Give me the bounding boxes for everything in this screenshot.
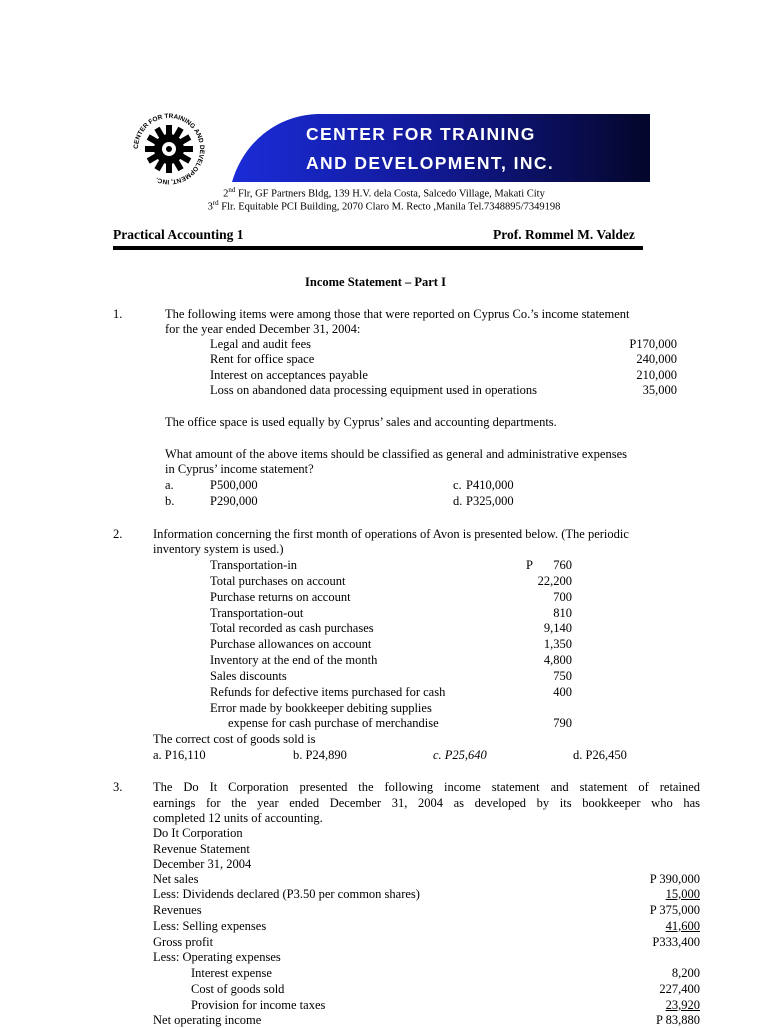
q1-choice-letter: d. xyxy=(453,494,463,508)
q2-item-label: expense for cash purchase of merchandise xyxy=(228,716,439,730)
q1-choice-text: P290,000 xyxy=(210,494,258,508)
q3-line-label: Revenues xyxy=(153,903,202,917)
q2-item-label: Transportation-out xyxy=(210,606,304,620)
q1-item-label: Legal and audit fees xyxy=(210,337,311,351)
q3-line-value: 227,400 xyxy=(659,982,700,996)
q1-choice-letter: b. xyxy=(165,494,175,508)
q3-line-label: Cost of goods sold xyxy=(191,982,285,996)
q1-item-value: 240,000 xyxy=(636,352,677,366)
q2-item-value: 4,800 xyxy=(543,653,572,667)
q3-line-label: Less: Operating expenses xyxy=(153,950,281,964)
q1-item-value: 35,000 xyxy=(642,383,677,397)
address-line-2: 3rd Flr. Equitable PCI Building, 2070 Claro M. Recto ,Manila Tel.7348895/7349198 xyxy=(207,199,561,213)
q3-line-label: Gross profit xyxy=(153,935,214,949)
q2-item-label: Transportation-in xyxy=(210,558,298,572)
q2-choice: c. P25,640 xyxy=(433,748,487,762)
q2-item-value: 22,200 xyxy=(537,574,572,588)
q2-item-value: 1,350 xyxy=(543,637,572,651)
q1-item-label: Loss on abandoned data processing equipment used in operations xyxy=(210,383,538,397)
q1-number: 1. xyxy=(113,307,123,321)
q1-item-label: Rent for office space xyxy=(210,352,315,366)
banner-line-1: CENTER FOR TRAINING xyxy=(306,124,536,144)
q2-item-value: 810 xyxy=(553,606,572,620)
q2-item-value: 750 xyxy=(553,669,572,683)
q3-line-value: P 390,000 xyxy=(649,872,700,886)
banner-title xyxy=(306,120,554,178)
q2-number: 2. xyxy=(113,527,123,541)
q2-item-value: 9,140 xyxy=(543,621,572,635)
course-name: Practical Accounting 1 xyxy=(113,227,244,242)
q3-line-value: 23,920 xyxy=(665,998,700,1012)
q2-intro-2: inventory system is used.) xyxy=(153,542,284,556)
header-divider xyxy=(113,246,643,250)
q1-intro-1: The following items were among those that were reported on Cyprus Co.’s income statement xyxy=(165,307,630,321)
q2-item-value: 700 xyxy=(553,590,572,604)
q2-item-label: Refunds for defective items purchased for cash xyxy=(210,685,446,699)
q1-question-2: in Cyprus’ income statement? xyxy=(165,462,314,476)
q3-line-value: P333,400 xyxy=(652,935,700,949)
q2-item-value: 400 xyxy=(553,685,572,699)
q1-choice-letter: c. xyxy=(453,478,462,492)
q3-line-value: 41,600 xyxy=(665,919,700,933)
q3-intro-2: earnings for the year ended December 31, 2004 as developed by its bookkeeper who has xyxy=(153,796,700,810)
q1-item-value: P170,000 xyxy=(629,337,677,351)
q2-choice: b. P24,890 xyxy=(293,748,347,762)
q3-line-label: Provision for income taxes xyxy=(191,998,326,1012)
q2-item-label: Inventory at the end of the month xyxy=(210,653,378,667)
q1-intro-2: for the year ended December 31, 2004: xyxy=(165,322,361,336)
q1-choice-text: P500,000 xyxy=(210,478,258,492)
professor-name: Prof. Rommel M. Valdez xyxy=(493,227,635,242)
logo-ring-text: CENTER FOR TRAINING AND DEVELOPMENT, INC. xyxy=(132,112,206,186)
q1-choice-text: P410,000 xyxy=(466,478,514,492)
q3-company: Do It Corporation xyxy=(153,826,243,840)
q1-question-1: What amount of the above items should be classified as general and administrative expenses xyxy=(165,447,628,461)
q3-line-label: Less: Dividends declared (P3.50 per common shares) xyxy=(153,887,420,901)
q1-choice-letter: a. xyxy=(165,478,174,492)
q2-item-label: Purchase allowances on account xyxy=(210,637,372,651)
q2-choice: d. P26,450 xyxy=(573,748,627,762)
q3-line-label: Less: Selling expenses xyxy=(153,919,267,933)
q3-number: 3. xyxy=(113,780,123,794)
q3-line-value: P 83,880 xyxy=(656,1013,700,1027)
q1-choice-text: P325,000 xyxy=(466,494,514,508)
q2-choice: a. P16,110 xyxy=(153,748,206,762)
page-title: Income Statement – Part I xyxy=(305,275,446,289)
q3-intro-1: The Do It Corporation presented the following income statement and statement of retained xyxy=(153,780,700,794)
q2-intro-1: Information concerning the first month of operations of Avon is presented below. (The periodic xyxy=(153,527,629,541)
q2-currency-symbol: P xyxy=(526,558,533,572)
banner-line-2: AND DEVELOPMENT, INC. xyxy=(306,153,555,173)
q2-item-value: 760 xyxy=(553,558,572,572)
address-line-1: 2nd Flr, GF Partners Bldg, 139 H.V. dela Costa, Salcedo Village, Makati City xyxy=(223,186,545,200)
q3-line-value: 15,000 xyxy=(665,887,700,901)
q2-item-label: Sales discounts xyxy=(210,669,287,683)
company-logo-seal xyxy=(128,108,210,190)
q3-statement-date: December 31, 2004 xyxy=(153,857,252,871)
q2-item-value: 790 xyxy=(553,716,572,730)
q2-item-label: Total recorded as cash purchases xyxy=(210,621,374,635)
q2-question: The correct cost of goods sold is xyxy=(153,732,316,746)
q1-item-value: 210,000 xyxy=(636,368,677,382)
q1-item-label: Interest on acceptances payable xyxy=(210,368,368,382)
q3-line-label: Net operating income xyxy=(153,1013,262,1027)
q2-item-label: Total purchases on account xyxy=(210,574,346,588)
q3-line-value: 8,200 xyxy=(671,966,700,980)
q3-intro-3: completed 12 units of accounting. xyxy=(153,811,323,825)
q1-note: The office space is used equally by Cyprus’ sales and accounting departments. xyxy=(165,415,557,429)
q2-item-label: Error made by bookkeeper debiting supplies xyxy=(210,701,432,715)
q2-item-label: Purchase returns on account xyxy=(210,590,351,604)
q3-line-label: Interest expense xyxy=(191,966,272,980)
q3-line-label: Net sales xyxy=(153,872,199,886)
q3-statement-name: Revenue Statement xyxy=(153,842,250,856)
q3-line-value: P 375,000 xyxy=(649,903,700,917)
